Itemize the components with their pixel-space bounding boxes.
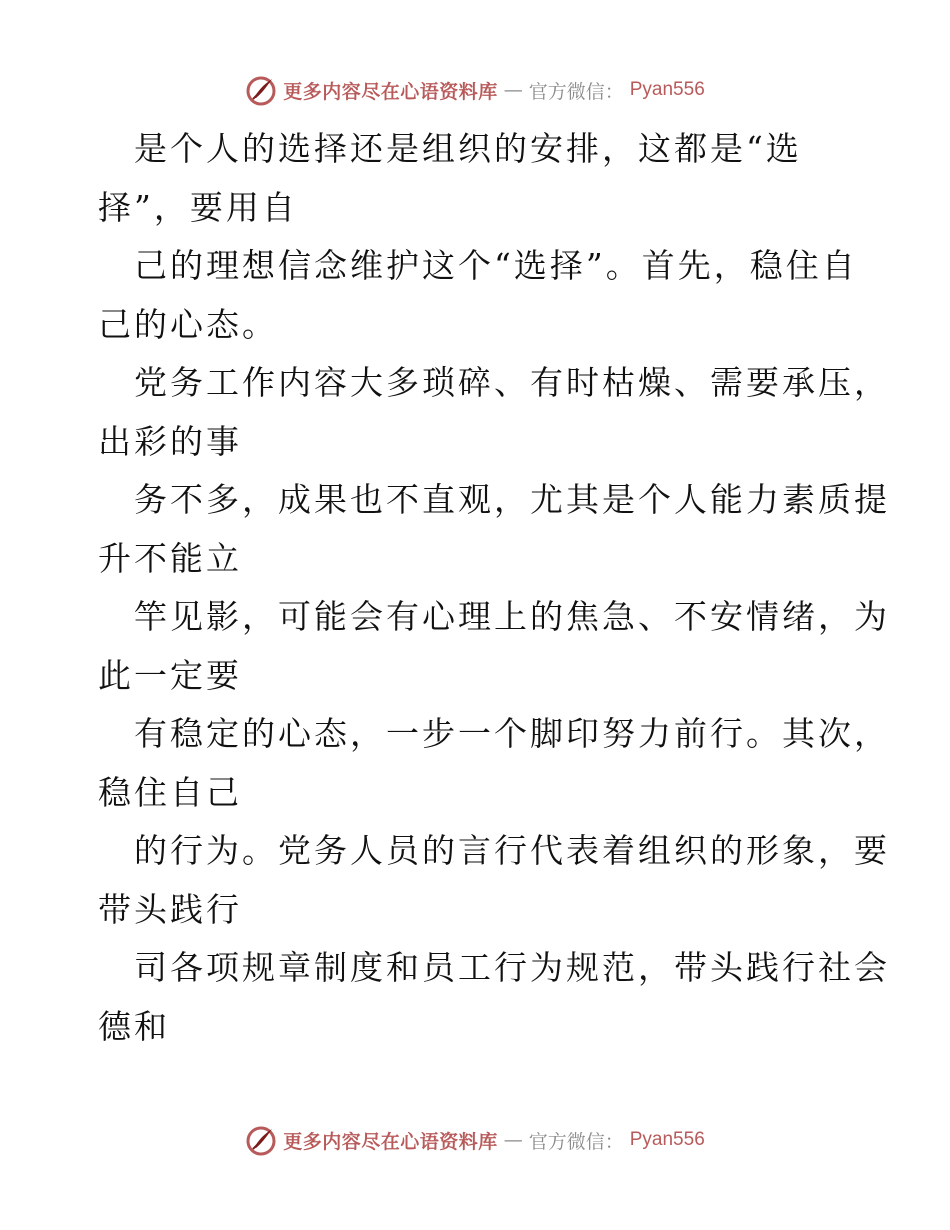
- body-line-9: 竿见影，可能会有心理上的焦急、不安情绪，为: [134, 597, 890, 636]
- document-body: [98, 120, 890, 1056]
- footer-banner-dash: —: [503, 1129, 523, 1151]
- body-line-8: 升不能立: [98, 538, 242, 578]
- body-line-13: 的行为。党务人员的言行代表着组织的形象，要: [134, 831, 890, 870]
- header-banner-id: Pyan556: [629, 79, 705, 100]
- page-header: [0, 70, 950, 110]
- body-line-4: 己的心态。: [98, 304, 278, 344]
- header-banner-dash: —: [503, 79, 523, 101]
- footer-banner: [245, 1124, 705, 1156]
- header-banner-sub: 官方微信：: [528, 80, 624, 103]
- body-line-12: 稳住自己: [98, 772, 242, 812]
- header-banner-main: 更多内容尽在心语资料库: [283, 80, 498, 103]
- header-banner: [245, 74, 705, 106]
- body-line-11: 有稳定的心态，一步一个脚印努力前行。其次，: [134, 714, 890, 753]
- footer-banner-main: 更多内容尽在心语资料库: [283, 1130, 498, 1153]
- body-line-3: 己的理想信念维护这个“选择”。首先，稳住自: [134, 246, 858, 285]
- quill-logo-icon: [245, 74, 277, 106]
- body-line-7: 务不多，成果也不直观，尤其是个人能力素质提: [134, 480, 890, 519]
- body-line-15: 司各项规章制度和员工行为规范，带头践行社会: [134, 948, 890, 987]
- quill-logo-icon: [245, 1124, 277, 1156]
- body-line-6: 出彩的事: [98, 421, 242, 461]
- body-line-14: 带头践行: [98, 889, 242, 929]
- body-line-2: 择”，要用自: [98, 187, 298, 227]
- body-line-5: 党务工作内容大多琐碎、有时枯燥、需要承压，: [134, 363, 890, 402]
- footer-banner-sub: 官方微信：: [528, 1130, 624, 1153]
- page-footer: [0, 1120, 950, 1160]
- body-line-1: 是个人的选择还是组织的安排，这都是“选: [134, 129, 802, 168]
- body-line-10: 此一定要: [98, 655, 242, 695]
- body-line-16: 德和: [98, 1006, 170, 1046]
- footer-banner-id: Pyan556: [629, 1129, 705, 1150]
